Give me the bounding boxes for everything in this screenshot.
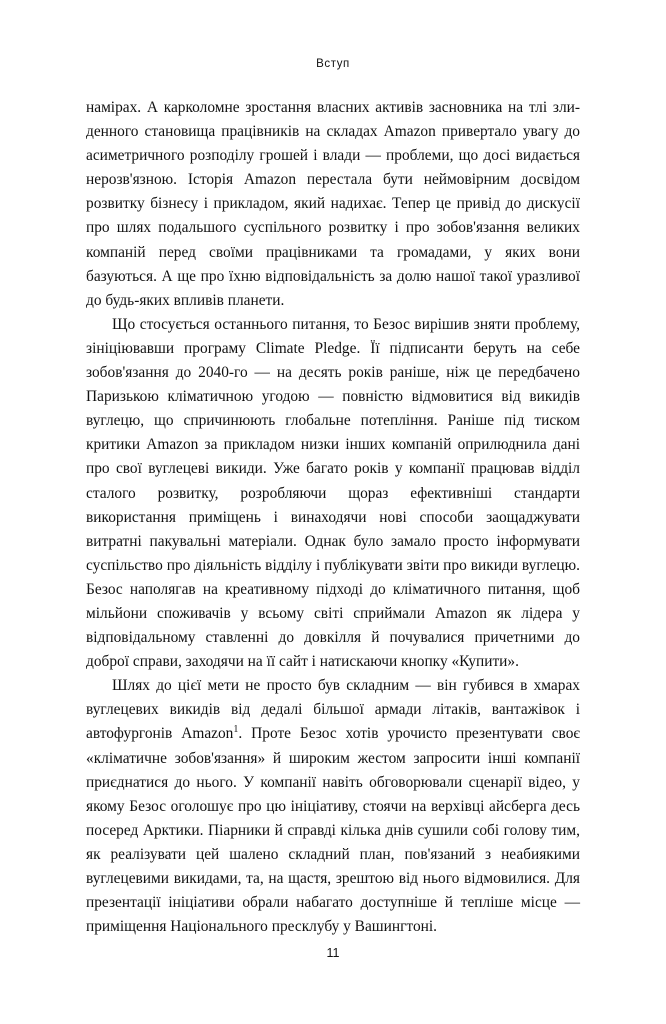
paragraph-3-text-before-footnote: Шлях до цієї мети не просто був складним — він губився в хмарах вуглецевих викидів від дедалі більшої армади літаків, вантажівок і автофургонів Amazon <box>86 677 580 743</box>
paragraph-2: Що стосується останнього питання, то Безос вирішив зняти проблему, зініціювавши програму Climate Pledge. Її підписанти беруть на себе зобов'язання до 2040-го — на десять років раніше, ніж це передбачено Паризькою кліматичною угодою — повністю відмовитися від викидів вуглецю, що спричинюють глобальне потепління. Раніше під тиском критики Amazon за прикладом низки інших компаній оприлюднила дані про свої вуглецеві викиди. Уже багато років у компанії працював відділ сталого розвитку, розробляючи щораз ефективніші стандарти використання приміщень і винаходячи нові способи заощаджувати витратні пакувальні матеріали. Однак було замало просто інформувати суспільство про діяльність відділу і публікувати звіти про викиди вуглецю. Безос наполягав на креативному підході до кліматичного питання, щоб мільйони споживачів у всьому світі сприймали Amazon як лідера у відповідальному ставленні до довкілля й почувалися причетними до доброї справи, заходячи на її сайт і натискаючи кнопку «Купити». <box>86 315 580 671</box>
paragraph-1: намірах. А карколомне зростання власних активів засновника на тлі злиденного становища працівників на складах Amazon привертало увагу до асиметричного розподілу грошей і влади — проблеми, що досі видається нерозв'язною. Історія Amazon перестала бути неймовірним досвідом розвитку бізнесу і прикладом, який надихає. Тепер це привід до дискусії про шлях подальшого суспільного розвитку і про зобов'язання великих компаній перед своїми працівниками та громадами, у яких вони базуються. А ще про їхню відповідальність за долю нашої такої уразливої до будь-яких впливів планети. <box>86 99 580 309</box>
footnote-reference-marker: 1 <box>233 724 239 736</box>
paragraph-3 <box>86 674 580 939</box>
running-head: Вступ <box>316 58 350 70</box>
page-number: 11 <box>326 946 340 960</box>
body-text-column <box>86 96 580 939</box>
paragraph-3-text-after-footnote: . Проте Безос хотів урочисто презентувати своє «кліматичне зобов'язання» й широким жестом запросити інші компанії приєднатися до нього. У компанії навіть обговорювали сценарії відео, у якому Безос оголошує про цю ініціативу, стоячи на верхівці айсберга десь посеред Арктики. Піарники й справді кілька днів сушили собі голову тим, як реалізувати цей шалено складний план, пов'язаний з неабиякими вуглецевими викидами, та, на щастя, зрештою від нього відмовилися. Для презентації ініціативи обрали набагато доступніше й тепліше місце — приміщення Національного пресклубу у Вашингтоні. <box>86 725 580 936</box>
